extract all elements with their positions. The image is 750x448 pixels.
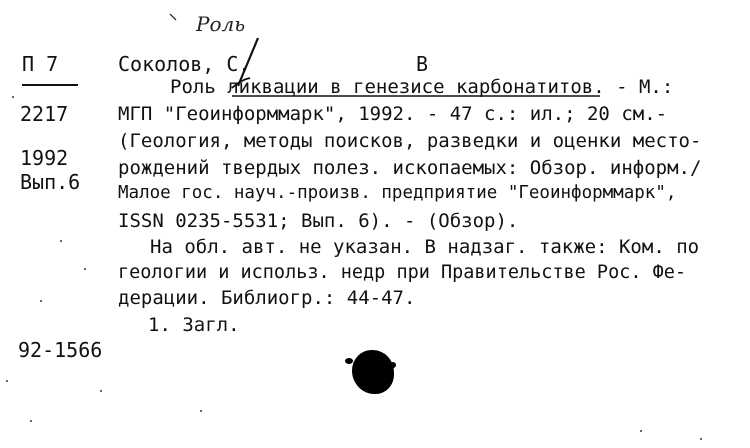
noise-speck <box>200 410 202 412</box>
note-line-3: дерации. Библиогр.: 44-47. <box>118 287 416 309</box>
call-number-divider <box>22 84 78 86</box>
call-number-number: 2217 <box>20 102 69 126</box>
call-number-year: 1992 <box>20 146 69 170</box>
body-line-1: Роль ликвации в генезисе карбонатитов. - М.: <box>170 76 674 98</box>
ink-speck <box>390 362 396 368</box>
noise-speck <box>100 390 102 392</box>
handwritten-note: Роль <box>196 12 246 36</box>
author-heading: Соколов, С. <box>118 52 251 76</box>
body-line-3: (Геология, методы поисков, разведки и оценки место- <box>118 130 702 152</box>
call-number-issue: Вып.6 <box>20 170 81 194</box>
noise-speck <box>6 380 8 382</box>
note-line-1: На обл. авт. не указан. В надзаг. также: Ком. по <box>150 236 700 258</box>
noise-speck <box>30 420 32 422</box>
body-line-4: рождений твердых полез. ископаемых: Обзор. информ./ <box>118 157 702 179</box>
noise-speck <box>640 430 642 432</box>
ink-blot <box>352 350 394 394</box>
body-line-2: МГП "Геоинформмарк", 1992. - 47 с.: ил.; 20 см.- <box>118 103 668 125</box>
note-line-2: геологии и использ. недр при Правительстве Рос. Фе- <box>118 262 687 283</box>
noise-speck <box>700 438 702 440</box>
body-line-6: ISSN 0235-5531; Вып. 6). - (Обзор). <box>118 210 519 232</box>
accession-number: 92-1566 <box>18 338 103 362</box>
author-initial-right: В <box>416 52 429 76</box>
noise-speck <box>12 96 14 98</box>
noise-speck <box>60 240 62 242</box>
noise-speck <box>84 268 86 270</box>
body-line-5: Малое гос. науч.-произв. предприятие "Геоинформмарк", <box>118 183 677 203</box>
tracing: 1. Загл. <box>148 314 240 336</box>
call-number-shelf: П 7 <box>22 52 59 76</box>
ink-speck <box>345 358 353 364</box>
noise-speck <box>40 300 42 302</box>
